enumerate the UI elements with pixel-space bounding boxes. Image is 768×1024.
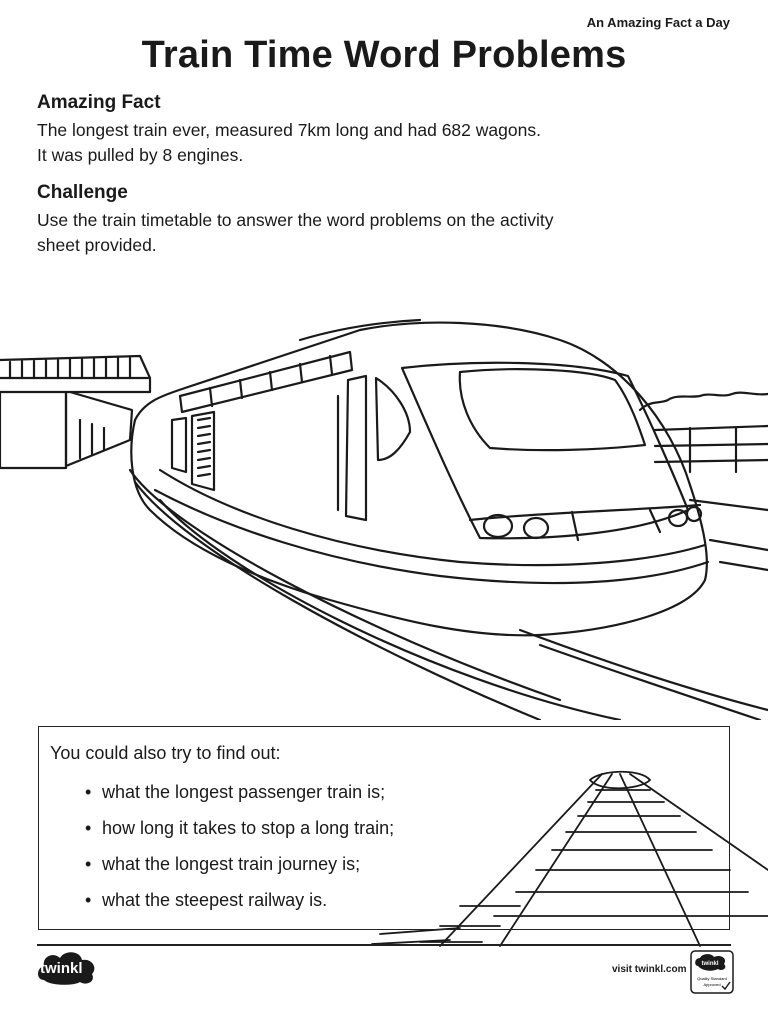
bullet-icon: • [85, 782, 92, 802]
list-item [85, 815, 394, 851]
list-item-text: what the longest train journey is; [102, 854, 361, 874]
bullet-icon: • [85, 890, 92, 910]
find-out-box [38, 726, 730, 930]
tagline: An Amazing Fact a Day [586, 15, 730, 30]
amazing-fact-line-2: It was pulled by 8 engines. [37, 145, 244, 165]
amazing-fact-text [37, 118, 717, 168]
bullet-icon: • [85, 818, 92, 838]
challenge-line-1: Use the train timetable to answer the word problems on the activity [37, 210, 554, 230]
twinkl-logo-text: twinkl [40, 960, 83, 977]
badge-brand: twinkl [701, 961, 719, 967]
bullet-icon: • [85, 854, 92, 874]
amazing-fact-line-1: The longest train ever, measured 7km long and had 682 wagons. [37, 120, 541, 140]
list-item [85, 851, 394, 887]
visit-link[interactable]: visit twinkl.com [612, 964, 687, 975]
amazing-fact-heading: Amazing Fact [37, 92, 161, 113]
list-item-text: what the steepest railway is. [102, 890, 328, 910]
footer-rule [37, 944, 731, 946]
list-item [85, 779, 394, 815]
find-out-list [85, 779, 394, 923]
challenge-line-2: sheet provided. [37, 235, 157, 255]
badge-line-2: Approved [703, 982, 721, 987]
challenge-text [37, 208, 717, 258]
quality-badge-icon [690, 950, 734, 994]
find-out-intro: You could also try to find out: [50, 743, 281, 763]
list-item [85, 887, 394, 923]
train-illustration [0, 300, 768, 720]
challenge-heading: Challenge [37, 182, 128, 203]
list-item-text: how long it takes to stop a long train; [102, 818, 395, 838]
badge-line-1: Quality Standard [697, 976, 727, 981]
page-title: Train Time Word Problems [141, 34, 627, 76]
list-item-text: what the longest passenger train is; [102, 782, 386, 802]
